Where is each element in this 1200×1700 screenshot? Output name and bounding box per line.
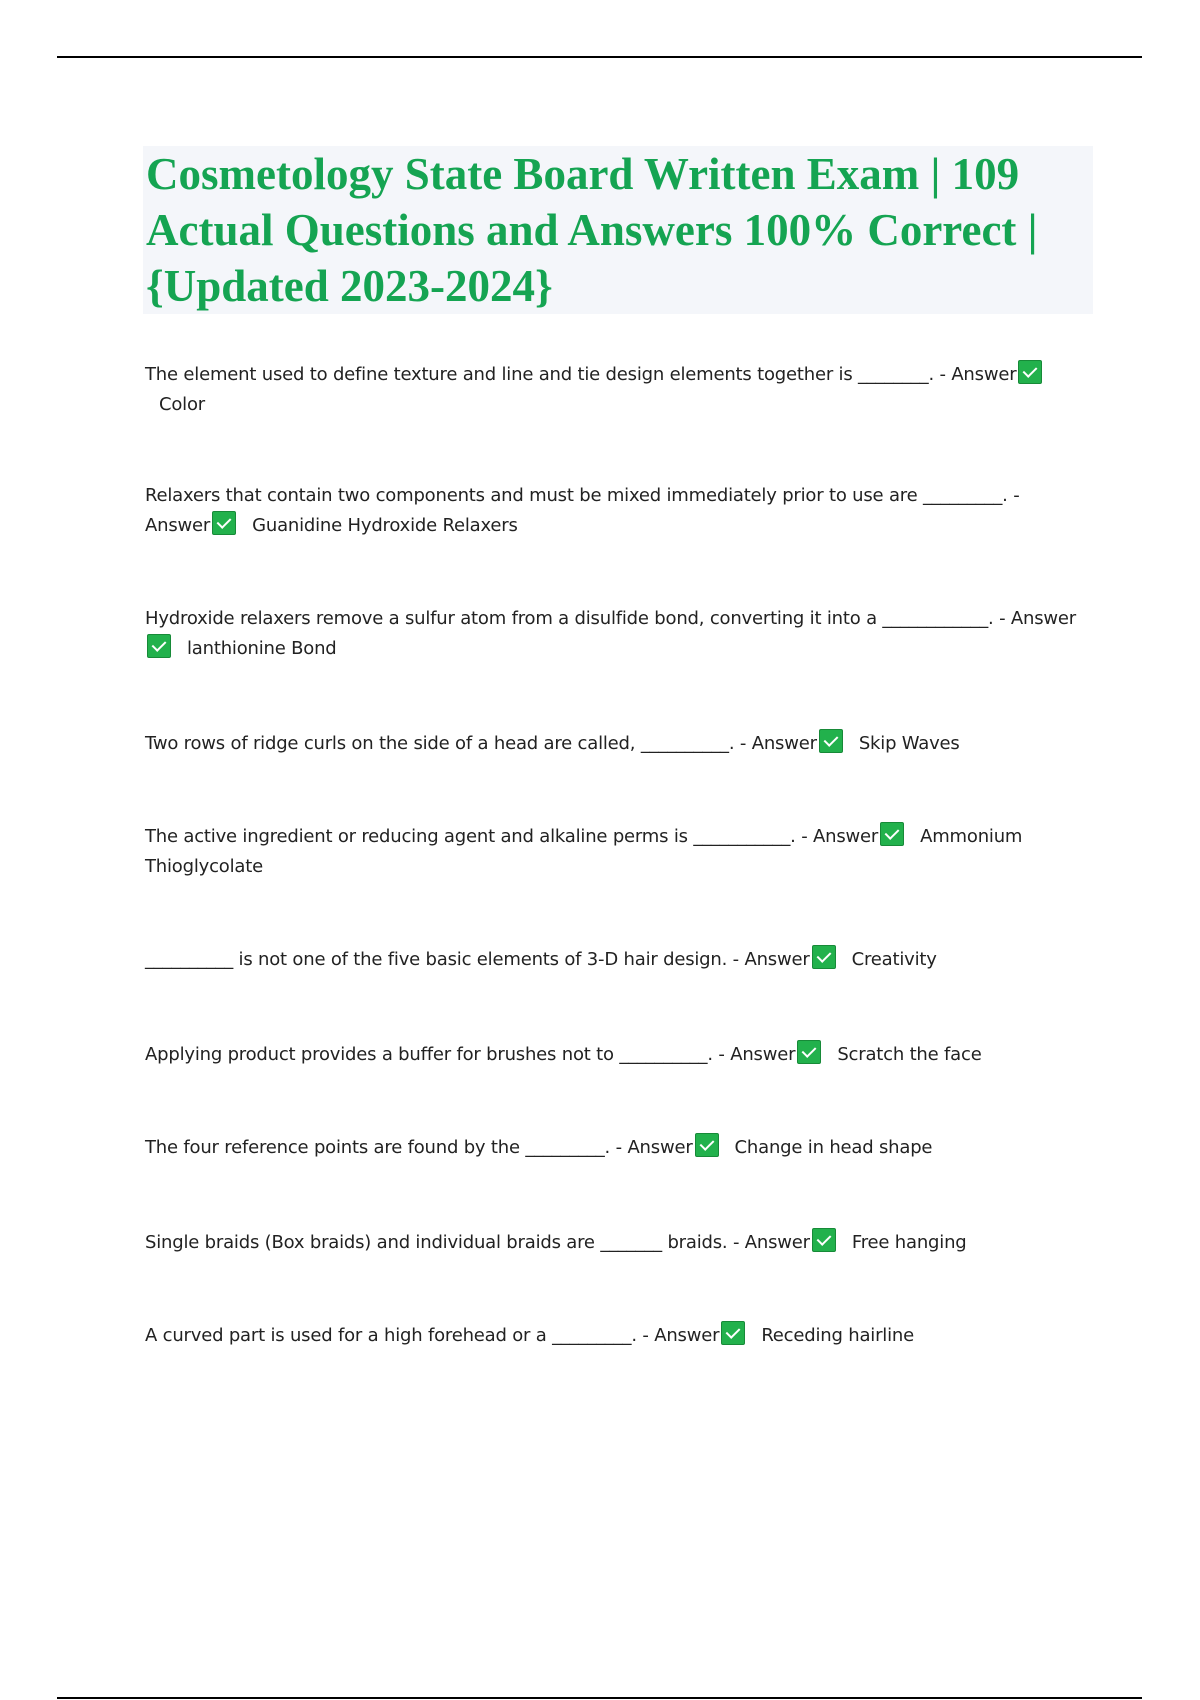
question-text: Two rows of ridge curls on the side of a head are called, __________. [145, 733, 735, 754]
answer-text: lanthionine Bond [187, 638, 337, 659]
answer-text: Skip Waves [858, 733, 960, 754]
qa-item [145, 729, 1085, 759]
answer-text: Free hanging [851, 1232, 967, 1253]
qa-item [145, 1321, 1085, 1351]
answer-text: Creativity [851, 949, 937, 970]
answer-marker: - Answer [642, 1325, 720, 1346]
answer-text: Ammonium Thioglycolate [145, 826, 1023, 877]
question-text: The element used to define texture and line and tie design elements together is ________. [145, 364, 934, 385]
question-text: Applying product provides a buffer for brushes not to __________. [145, 1044, 713, 1065]
qa-item [145, 1040, 1085, 1070]
top-rule [57, 56, 1142, 58]
answer-marker: - Answer [999, 608, 1076, 629]
answer-marker: - Answer [145, 485, 1020, 536]
question-text: A curved part is used for a high forehead or a _________. [145, 1325, 637, 1346]
answer-marker: - Answer [732, 1232, 810, 1253]
check-mark-icon [695, 1133, 719, 1157]
check-mark-icon [212, 511, 236, 535]
question-text: The active ingredient or reducing agent and alkaline perms is ___________. [145, 826, 796, 847]
answer-text: Scratch the face [837, 1044, 982, 1065]
question-text: The four reference points are found by the _________. [145, 1137, 611, 1158]
answer-marker: - Answer [732, 949, 810, 970]
check-mark-icon [797, 1040, 821, 1064]
qa-item [145, 1228, 1085, 1258]
qa-item [145, 945, 1085, 975]
check-mark-icon [880, 822, 904, 846]
question-text: Hydroxide relaxers remove a sulfur atom from a disulfide bond, converting it into a ____________. [145, 608, 994, 629]
check-mark-icon [812, 1228, 836, 1252]
answer-marker: - Answer [739, 733, 817, 754]
qa-item [145, 1133, 1085, 1163]
check-mark-icon [721, 1321, 745, 1345]
check-mark-icon [819, 729, 843, 753]
title-highlight [143, 146, 1093, 314]
document-title: Cosmetology State Board Written Exam | 109 Actual Questions and Answers 100% Correct | {Updated 2023-2024} [146, 149, 1038, 311]
answer-marker: - Answer [801, 826, 879, 847]
qa-item [145, 360, 1085, 420]
question-text: __________ is not one of the five basic elements of 3-D hair design. [145, 949, 728, 970]
answer-text: Guanidine Hydroxide Relaxers [252, 515, 518, 536]
answer-text: Receding hairline [761, 1325, 914, 1346]
question-text: Relaxers that contain two components and must be mixed immediately prior to use are _________. [145, 485, 1008, 506]
check-mark-icon [1018, 360, 1042, 384]
answer-marker: - Answer [939, 364, 1017, 385]
qa-item [145, 604, 1085, 664]
answer-text: Color [159, 394, 205, 415]
qa-item [145, 822, 1085, 882]
answer-marker: - Answer [718, 1044, 796, 1065]
bottom-rule [57, 1697, 1142, 1699]
answer-text: Change in head shape [734, 1137, 933, 1158]
qa-item [145, 481, 1085, 541]
check-mark-icon [147, 634, 171, 658]
question-text: Single braids (Box braids) and individual braids are _______ braids. [145, 1232, 728, 1253]
check-mark-icon [812, 945, 836, 969]
answer-marker: - Answer [615, 1137, 693, 1158]
